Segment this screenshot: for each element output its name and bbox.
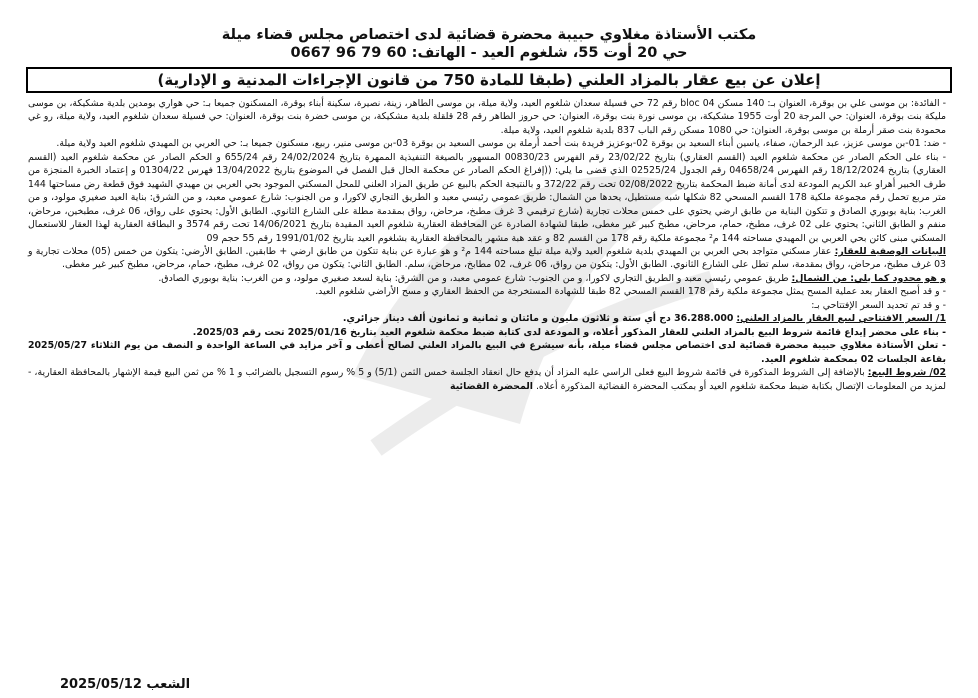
- description-text: عقار مسكني متواجد بحي العربي بن المهيدي بلدية شلغوم العيد ولاية ميلة تبلغ مساحته 144 م² و هو عبارة عن بناية تتكون من طابق ارضي + طابقين. الطابق الأرضي: يتكون من خمس (05) محلات تجارية و 03 غرف مطبخ، مرحاض، رواق بمقدمة، سلم تطل على الشارع الثانوي. الطابق الأول: يتكون من رواق، 06 غرف، 02 مطابخ، مرحاض، سلم. الطابق الثاني: يتكون من رواق، 02 غرف، مطبخ، حمام، مرحاض، مطبخ كبير غير مغطى.: [28, 245, 946, 271]
- announcement-banner: إعلان عن بيع عقار بالمزاد العلني (طبقا للمادة 750 من قانون الإجراءات المدنية و الإدارية): [26, 67, 952, 93]
- office-title: مكتب الأستاذة مغلاوي حبيبة محضرة قضائية لدى اختصاص مجلس قضاء ميلة: [221, 27, 757, 43]
- defendants-paragraph: - ضد: 01-بن موسى عزيز، عبد الرحمان، صفاء، ياسين أبناء السعيد بن بوقرة 02-بوعزيز فريدة بنت أحمد أرملة بن موسى السعيد بن بوقرة 03-بن موسى منير، ربيع، مسكنون جميعا بـ: حي العربي بن المهيدي شلغوم العيد ولاية ميلة.: [56, 138, 946, 150]
- opening-price-text: 36.288.000 دج أي ستة و ثلاثون مليون و مائتان و ثمانية و ثمانون ألف دينار جزائري.: [342, 313, 734, 325]
- boundaries-paragraph: [28, 272, 946, 285]
- publication-info: [60, 677, 190, 692]
- boundaries-label: و هو محدود كما يلي: من الشمال:: [791, 272, 946, 284]
- newspaper-name: الشعب: [146, 677, 191, 692]
- bailiff-signature: المحضرة القضائية: [450, 380, 533, 392]
- conditions-label: 02/ شروط البيع:: [867, 367, 946, 379]
- office-address: حي 20 أوت 55، شلغوم العيد - الهاتف: 60 79 96 0667: [290, 45, 688, 61]
- price-intro-paragraph: - و قد تم تحديد السعر الإفتتاحي بـ:: [811, 299, 946, 311]
- opening-price-label: 1/ السعر الافتتاحي لبيع العقار بالمزاد العلني:: [736, 313, 946, 325]
- description-label: البيانات الوصفية للعقار:: [834, 245, 946, 257]
- publication-date: 2025/05/12: [60, 677, 142, 692]
- deposit-paragraph: - بناء على محضر إيداع قائمة شروط البيع بالمزاد العلني للعقار المذكور أعلاه، و المودعة لدى كتابة ضبط محكمة شلغوم العيد بتاريخ 2025/01/16 تحت رقم 2025/03.: [192, 326, 946, 338]
- conditions-paragraph: [28, 366, 946, 393]
- auction-date-paragraph: - تعلن الأستاذة مغلاوي حبيبة محضرة قضائية لدى اختصاص مجلس قضاء ميلة، بأنه سيشرع في البيع بالمزاد العلني لصالح أعطى و آخر مزايد في الساعة الواحدة و النصف من يوم الثلاثاء 2025/05/27 بقاعة الجلسات 02 بمحكمة شلغوم العيد.: [28, 340, 946, 365]
- publication-footer: [22, 674, 956, 692]
- conditions-text: بالإضافة إلى الشروط المذكورة في قائمة شروط البيع فعلى الراسي عليه المزاد أن يدفع حال انعقاد الجلسة خمس الثمن (5/1) و 5 % رسوم التسجيل بالضرائب و 1 % من ثمن البيع قيمة الإشهار بالمحافظة العقارية، - لمزيد من المعلومات الإتصال بكتابة ضبط محكمة شلغوم العيد أو بمكتب المحضرة القضائية المذكورة أعلاه.: [28, 367, 946, 392]
- judgment-paragraph: - بناء على الحكم الصادر عن محكمة شلغوم العيد (القسم العقاري) بتاريخ 23/02/22 رقم الفهرس 00830/23 المسهور بالصيغة التنفيذية الممهرة بتاريخ 24/02/2024 رقم 655/24 و الحكم الصادر عن محكمة شلغوم العيد (القسم العقاري) بتاريخ 18/12/2024 رقم الفهرس 04658/24 رقم الجدول 02525/24 الذي قضى ما يلي: ((إفراغ الحكم الصادر عن محكمة الحال قبل الفصل في الموضوع بتاريخ 13/04/2022 فهرس 01304/22 و إعتماد الخبرة المنجزة من طرف الخبير أهراو عبد الكريم المودعة لدى أمانة ضبط المحكمة بتاريخ 02/08/2022 تحت رقم 372/22 و بالنتيجة الحكم بالبيع عن طريق المزاد العلني للمحل المسكني الموجود بحي العربي بن مهيدي الشهيد فوق قطعة رض مساحتها 144 متر مربع تحمل رقم مجموعة ملكية 178 القسم المسحي 82 شكلها شبه مستطيل، يحدها من الشمال: طريق عمومي رئيسي معبد و الطريق التجاري لاكورا، و من الجنوب: شارع عمومي معبد، و من الشرق: بناية العيد صغيري مولود، و من الغرب: بناية بوبوري الصادق و تتكون البناية من طابق ارضي يحتوي على خمس محلات تجارية (شارع ترقيمي 3 غرف مطبخ، مرحاض، رواق بمقدمة مطلة على الشارع الثانوي. الطابق الأول: يحتوي على رواق، 06 غرف، مطبخين، مرحاض، منفم و الطابق الثاني: يحتوي على 02 غرف، مطبخ، حمام، مرحاض، مطبخ كبير غير مغطى، طبقا لشهادة الصادرة عن المحافظة العقارية شلغوم العيد المقيدة بتاريخ 14/06/2021 تحت رقم 3574 و البطاقة العقارية لهذا العقار للاستعمال المسكني مبنى كائن بحي العربي بن المهيدي مساحته 144 م² مجموعة ملكية رقم 178 من القسم 82 و عقد هبة مشهر بالمحافظة العقارية بشلغوم العيد بتاريخ 1991/01/02 رقم 55 حجم 09: [28, 151, 947, 244]
- cadastre-paragraph: - و قد أصبح العقار بعد عملية المسح يمثل مجموعة ملكية رقم 178 القسم المسحي 82 طبقا للشهادة المستخرجة من الحفظ العقاري و مسح الأراضي شلغوم العيد.: [315, 286, 946, 298]
- boundaries-text: طريق عمومي رئيسي معبد و الطريق التجاري لاكورا، و من الجنوب: شارع عمومي معبد، و من الشرق: بناية لسعد صغيري مولود، و من الغرب: بناية بوبوري الصادق.: [158, 272, 789, 284]
- description-paragraph: [28, 245, 946, 272]
- announcement-body: [22, 97, 956, 393]
- beneficiaries-paragraph: - الفائدة: بن موسى علي بن بوقرة، العنوان بـ: 140 مسكن bloc 04 رقم 72 حي فسيلة سعدان شلغوم العيد، ولاية ميلة، بن موسى الطاهر، زينة، نصيرة، سكينة أبناء بوقرة، المسكنون جميعا بـ: حي هواري بومدين بلدية مشكيكة، بن موسى مليكة بنت بوقرة، العنوان: حي المرجة 20 أوت 1955 مشكيكة، بن موسى نورة بنت بوقرة، العنوان: حي حروز الطاهر رقم 28 قلقلة بلدية مشكيكة، بن موسى خضرة بنت بوقرة، العنوان: حي فسيلة سعدان شلغوم العيد، ولاية ميلة، رو غي محمودة بنت صقر أرملة بن موسى بوقرة، العنوان: حي 1080 مسكن رقم الباب 837 بلدية شلغوم العيد، ولاية ميلة.: [28, 98, 947, 136]
- opening-price-paragraph: [28, 312, 946, 325]
